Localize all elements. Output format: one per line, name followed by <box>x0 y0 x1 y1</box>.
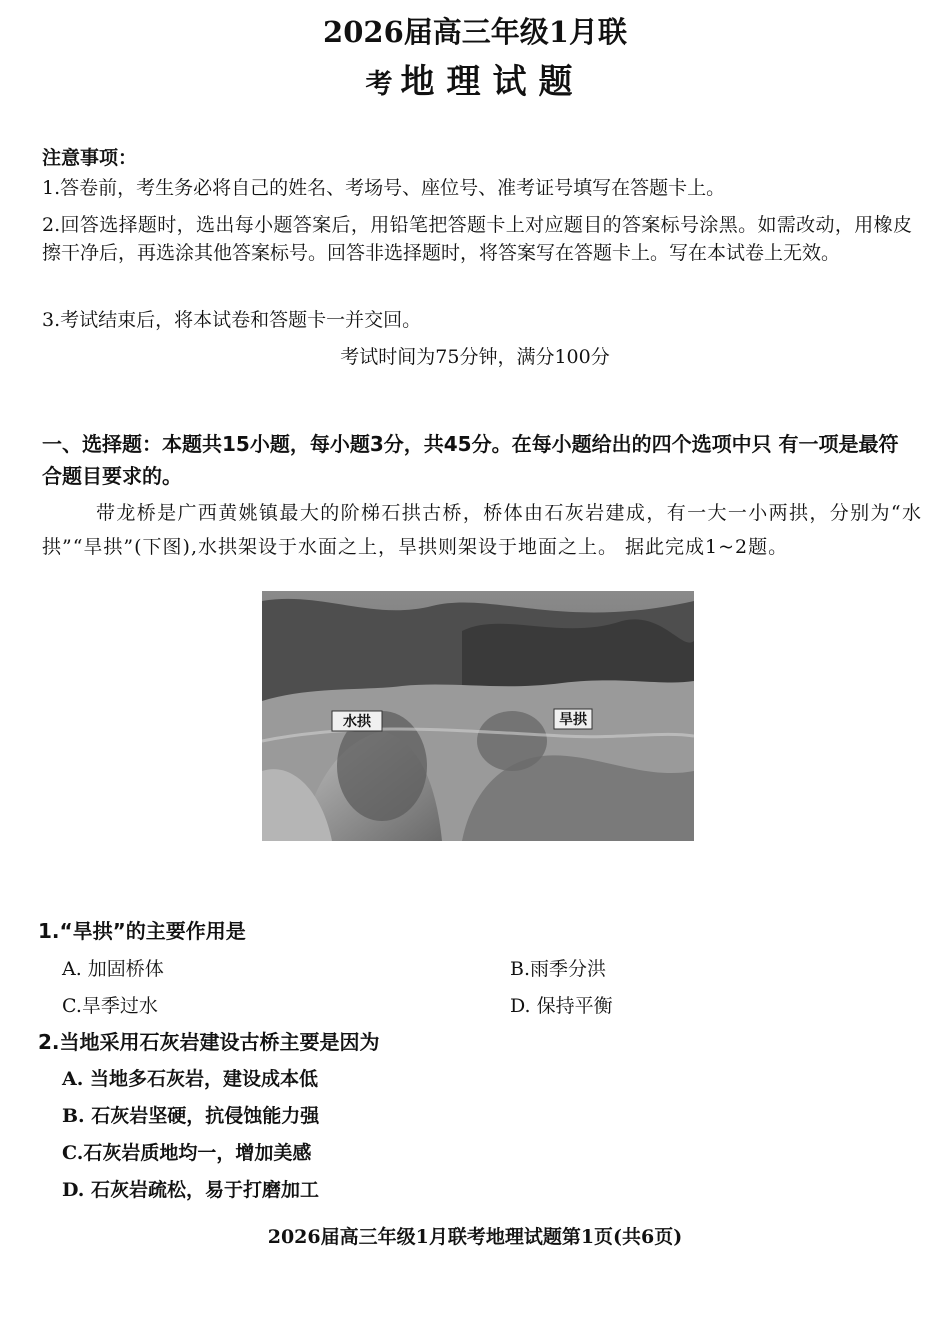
exam-subject-title: 地理试题 <box>400 62 585 102</box>
q2-option-b: B. 石灰岩坚硬，抗侵蚀能力强 <box>62 1105 320 1127</box>
note-item-3: 3.考试结束后，将本试卷和答题卡一并交回。 <box>42 309 422 331</box>
exam-title-line2 <box>0 54 950 103</box>
q2-option-d: D. 石灰岩疏松，易于打磨加工 <box>62 1179 320 1201</box>
question-2-stem: 2.当地采用石灰岩建设古桥主要是因为 <box>38 1030 380 1054</box>
water-arch-label: 水拱 <box>343 714 371 730</box>
q1-option-b: B.雨季分洪 <box>510 958 607 980</box>
question-1-stem: 1.“旱拱”的主要作用是 <box>38 919 246 943</box>
exam-title-prefix: 考 <box>365 69 393 100</box>
dry-arch-label: 旱拱 <box>559 712 587 728</box>
q1-option-d: D. 保持平衡 <box>510 995 613 1017</box>
note-item-2: 2.回答选择题时，选出每小题答案后，用铅笔把答题卡上对应题目的答案标号涂黑。如需改动，用橡皮擦干净后，再选涂其他答案标号。回答非选择题时，将答案写在答题卡上。写在本试卷上无效。 <box>42 214 912 264</box>
passage-intro: 带龙桥是广西黄姚镇最大的阶梯石拱古桥，桥体由石灰岩建成，有一大一小两拱，分别为“水拱”“旱拱”(下图),水拱架设于水面之上，旱拱则架设于地面之上。 据此完成1~2题。 <box>42 502 922 558</box>
bridge-photo <box>262 591 694 841</box>
exam-title-line1: 2026届高三年级1月联 <box>323 15 627 49</box>
notes-heading: 注意事项： <box>42 147 138 169</box>
q1-option-c: C.旱季过水 <box>62 995 158 1017</box>
q1-option-a: A. 加固桥体 <box>62 958 164 980</box>
page-footer: 2026届高三年级1月联考地理试题第1页(共6页) <box>267 1226 683 1248</box>
note-item-1: 1.答卷前，考生务必将自己的姓名、考场号、座位号、准考证号填写在答题卡上。 <box>42 177 726 199</box>
section-heading: 一、选择题：本题共15小题，每小题3分，共45分。在每小题给出的四个选项中只 有一项是最符合题目要求的。 <box>42 432 899 488</box>
exam-time: 考试时间为75分钟，满分100分 <box>340 346 610 368</box>
q2-option-c: C.石灰岩质地均一，增加美感 <box>62 1142 312 1164</box>
q2-option-a: A. 当地多石灰岩，建设成本低 <box>62 1068 318 1090</box>
